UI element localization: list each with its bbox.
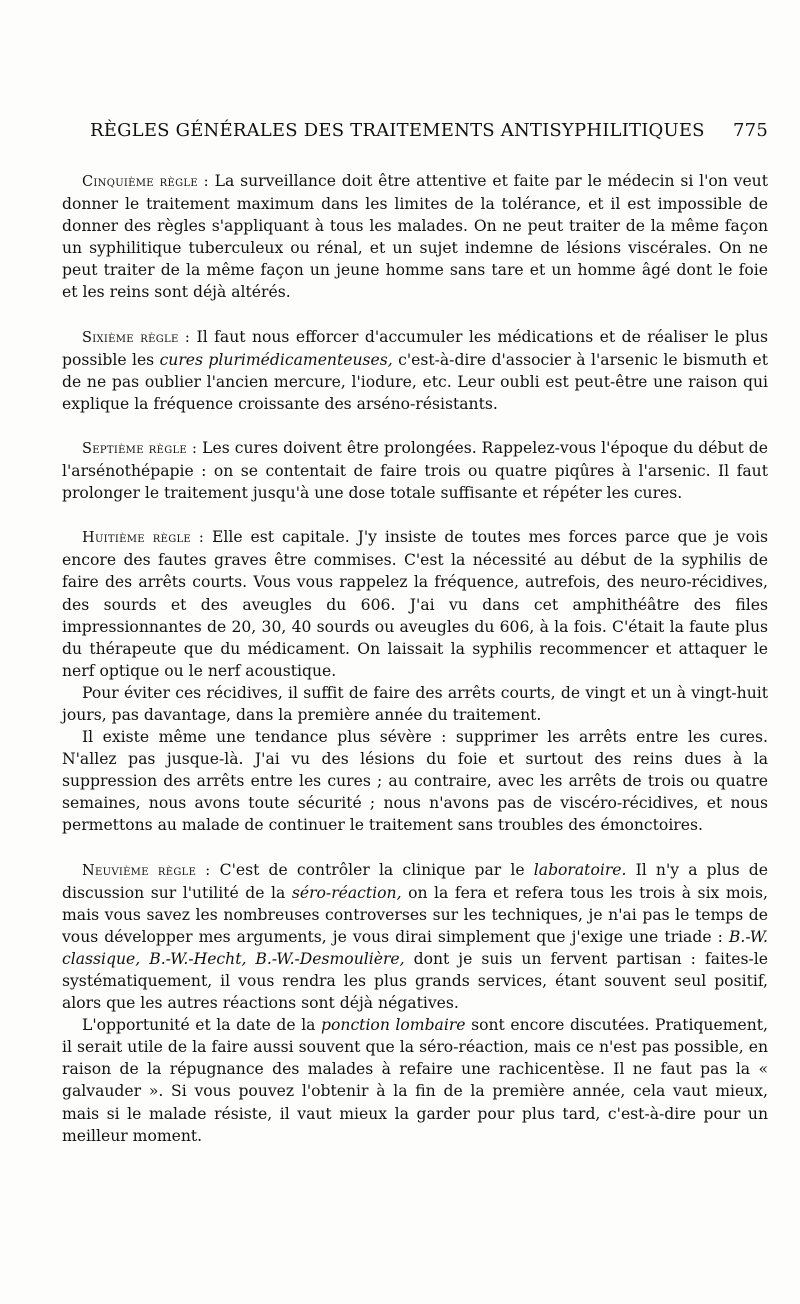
body-text [62, 170, 768, 1147]
rule-label: Huitième règle : [82, 530, 205, 547]
seventh-rule-paragraph [62, 437, 768, 504]
rule-label: Neuvième règle : [82, 862, 211, 879]
paragraph-text: Il faut nous efforcer d'accumuler les médications et de réaliser le plus possible les [62, 327, 769, 369]
italic-term: ponction lombaire [321, 1016, 466, 1035]
eighth-rule-continuation: Il existe même une tendance plus sévère : supprimer les arrêts entre les cures. N'allez pas jusque-là. J'ai vu des lésions du foie et surtout des reins dues à la suppression des arrêts entre les cures ; au contraire, avec les arrêts de trois ou quatre semaines, nous avons toute sécurité ; nous n'avons pas de viscéro-récidives, et nous permettons au malade de continuer le traitement sans troubles des émonctoires. [62, 728, 768, 835]
ninth-rule-paragraph [62, 859, 768, 1015]
eighth-rule-paragraph [62, 526, 768, 682]
paragraph-text: dont je suis un fervent partisan : faites-le systématiquement, il vous rendra les plus grands services, étant souvent seul positif, alors que les autres réactions sont déjà négatives. [62, 949, 768, 1013]
paragraph-text: sont encore discutées. Pratiquement, il serait utile de la faire aussi souvent que la séro-réaction, mais ce n'est pas possible, en raison de la répugnance des malades à refaire une rachicentèse. Il ne faut pas la « galvauder ». Si vous pouvez l'obtenir à la fin de la première année, cela vaut mieux, mais si le malade résiste, il vaut mieux la garder pour plus tard, c'est-à-dire pour un meilleur moment. [62, 1016, 768, 1145]
paragraph-text: L'opportunité et la date de la [82, 1016, 322, 1035]
paragraph-text: Il n'y a plus de discussion sur l'utilité de la [62, 860, 769, 902]
paragraph-text: La surveillance doit être attentive et faite par le médecin si l'on veut donner le traitement maximum dans les limites de la tolérance, et il est impossible de donner des règles s'appliquant à tous les malades. On ne peut traiter de la même façon un syphilitique tuberculeux ou rénal, et un sujet indemne de lésions viscérales. On ne peut traiter de la même façon un jeune homme sans tare et un homme âgé dont le foie et les reins sont déjà altérés. [62, 172, 768, 302]
italic-term: laboratoire. [533, 860, 627, 879]
running-title: RÈGLES GÉNÉRALES DES TRAITEMENTS ANTISYPHILITIQUES [90, 120, 705, 141]
rule-label: Septième règle : [82, 440, 198, 457]
paragraph-text: on la fera et refera tous les trois à six mois, mais vous savez les nombreuses controverses sur les techniques, je n'ai pas le temps de vous développer mes arguments, je vous dirai simplement que j'exige une triade : [62, 883, 768, 946]
paragraph-text: c'est-à-dire d'associer à l'arsenic le bismuth et de ne pas oublier l'ancien mercure, l'iodure, etc. Leur oubli est peut-être une raison qui explique la fréquence croissante des arséno-résistants. [62, 350, 768, 413]
ninth-rule-continuation [62, 1014, 768, 1147]
paragraph-text: Les cures doivent être prolongées. Rappelez-vous l'époque du début de l'arsénothépapie : on se contentait de faire trois ou quatre piqûres à l'arsenic. Il faut prolonger le traitement jusqu'à une dose totale suffisante et répéter les cures. [62, 438, 768, 503]
rule-label: Sixième règle : [82, 329, 191, 346]
fifth-rule-paragraph [62, 170, 768, 304]
rule-label: Cinquième règle : [82, 174, 209, 190]
eighth-rule-continuation: Pour éviter ces récidives, il suffit de faire des arrêts courts, de vingt et un à vingt-huit jours, pas davantage, dans la première année du traitement. [62, 683, 768, 724]
italic-term: cures plurimédicamenteuses, [159, 350, 393, 369]
paragraph-text: Elle est capitale. J'y insiste de toutes mes forces parce que je vois encore des fautes graves être commises. C'est la nécessité au début de la syphilis de faire des arrêts courts. Vous vous rappelez la fréquence, autrefois, des neuro-récidives, des sourds et des aveugles du 606. J'ai vu dans cet amphithéâtre des files impressionnantes de 20, 30, 40 sourds ou aveugles du 606, à la fois. C'était la faute plus du thérapeute que du médicament. On laissait la syphilis recommencer et attaquer le nerf optique ou le nerf acoustique. [62, 528, 768, 680]
italic-term: B.-W. classique, B.-W.-Hecht, B.-W.-Desmoulière, [62, 927, 768, 968]
italic-term: séro-réaction, [291, 883, 402, 902]
page-number: 775 [733, 120, 768, 141]
paragraph-text: C'est de contrôler la clinique par le [210, 860, 534, 879]
sixth-rule-paragraph [62, 326, 768, 415]
